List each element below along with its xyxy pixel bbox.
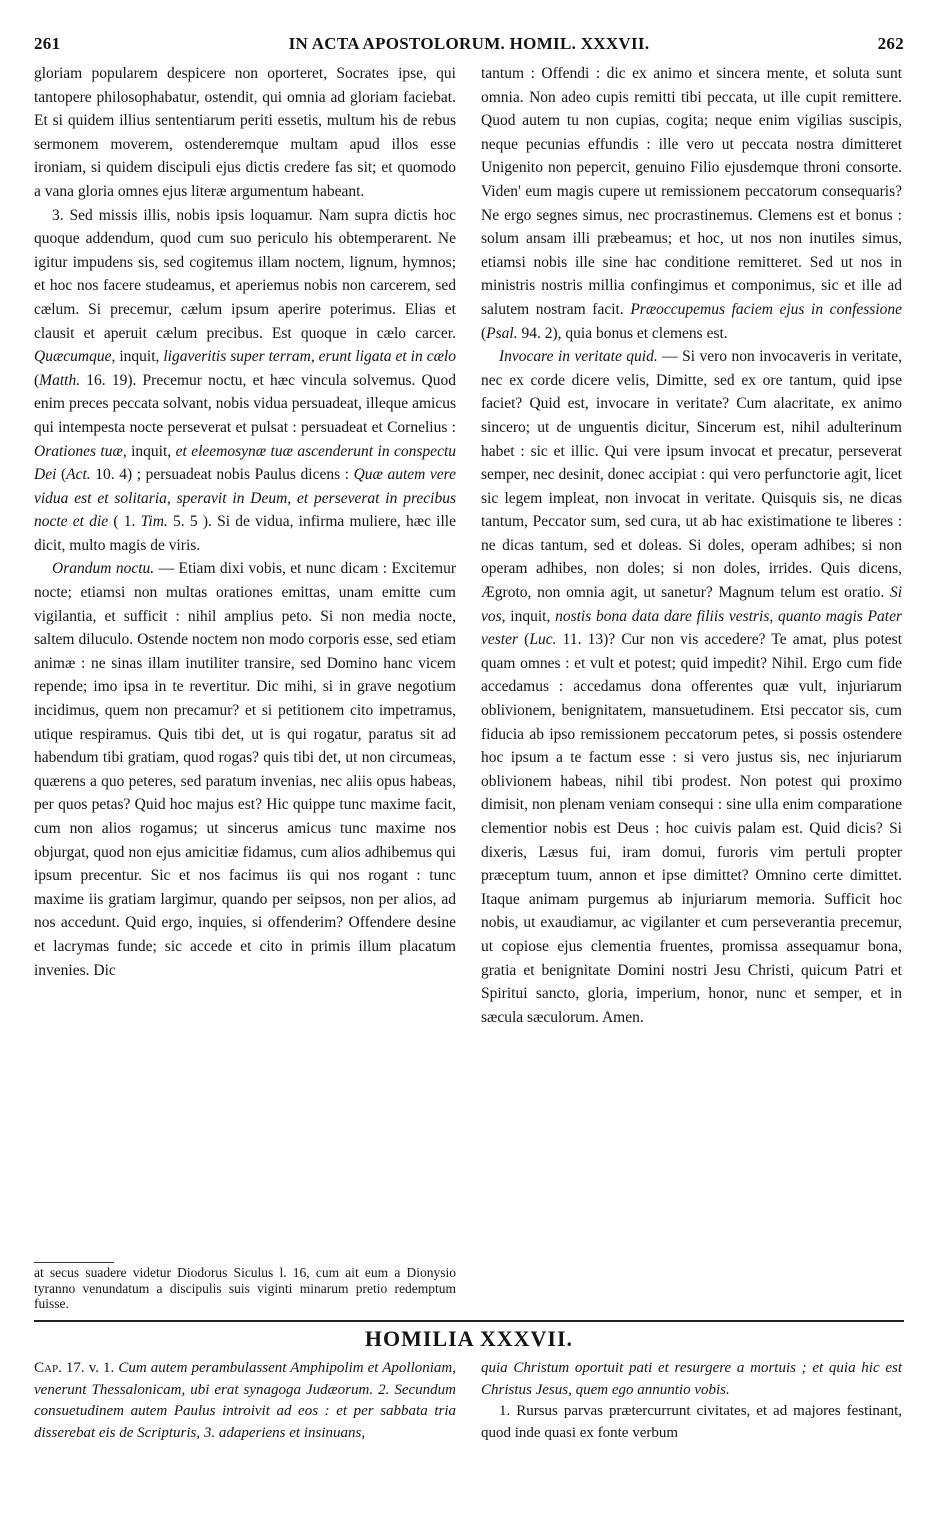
running-header	[34, 34, 904, 60]
right-paragraph-1: tantum : Offendi : dic ex animo et sincera mente, et soluta sunt omnia. Non adeo cupis remitti tibi peccata, ut ille cupit remittere. Quod autem tu non cupias, cogita; neque enim vigilias suscipis, neque pecunias effundis : ille vero ut peccata nostra dimitteret Unigenito non pepercit, genuino Filio ejusdemque throni consorte. Viden' eum magis cupere ut remissionem peccatorum consequaris? Ne ergo segnes simus, nec procrastinemus. Clemens est et bonus : solum ansam illi præbeamus; et hoc, ut nos non inutiles simus, etiamsi nobis ille sine hac conditione remitteret. Sed ut nos in ministris nostris millia confingimus et componimus, sic et ille ad salutem nostram facit. Præoccupemus faciem ejus in confessione (Psal. 94. 2), quia bonus et clemens est.	[481, 65, 903, 342]
left-column	[34, 62, 456, 982]
left-paragraph-2: 3. Sed missis illis, nobis ipsis loquamur. Nam supra dictis hoc quoque addendum, quod cum suo periculo his obtemperarent. Ne igitur impudens sis, sed cogitemus illam noctem, lignum, hymnos; et hoc nos facere studeamus, et aperiemus nobis non carcerem, sed cælum. Si precemur, cælum ipsum aperire poterimus. Elias et clausit et aperuit cælum precibus. Est quoque in cælo carcer. Quæcumque, inquit, ligaveritis super terram, erunt ligata et in cælo (Matth. 16. 19). Precemur noctu, et hæc vincula solvemus. Quod enim preces peccata solvant, nobis vidua persuadeat, illeque amicus qui intempesta nocte perseverat et pulsat : persuadeat et Cornelius : Orationes tuæ, inquit, et eleemosynæ tuæ ascenderunt in conspectu Dei (Act. 10. 4) ; persuadeat nobis Paulus dicens : Quæ autem vere vidua est et solitaria, speravit in Deum, et perseverat in precibus nocte et die ( 1. Tim. 5. 5 ). Si de vidua, infirma muliere, hæc ille dicit, multo magis de viris.	[34, 206, 457, 554]
left-paragraph-3: Orandum noctu. — Etiam dixi vobis, et nunc dicam : Excitemur nocte; etiamsi non multas orationes emittas, unam emitte cum vigilantia, et sufficit : nihil amplius peto. Si non media nocte, saltem diluculo. Ostende noctem non modo corporis esse, sed etiam animæ : ne sinas illam inutiliter transire, sed Domino hanc vicem repende; imo ipsa in te revertitur. Dic mihi, si in grave negotium incidimus, quem non precamur? et si petitionem cito impetramus, utique respiramus. Quis tibi det, ut is qui rogatur, paratus sit ad habendum tibi gratiam, quod rogas? quis tibi det, ut non circumeas, quærens a quo peteres, sed paratum invenias, nec aliis opus habeas, per quos petas? Quid hoc majus est? Hic quippe tunc maxime facit, cum non alios rogamus; ut sincerus amicus tunc maxime nos objurgat, quod non ejus amicitiæ fidamus, cum alios adhibemus qui ipsum precentur. Sic et nos facimus iis qui nos rogant : tunc maxime iis gratiam largimur, quando per seipsos, non per alios, ad nos accedunt. Quid ergo, inquies, si offenderim? Offendere desine et lacrymas funde; sic accede et cito in primis illum placatum invenies. Dic	[34, 560, 456, 979]
running-head-title: IN ACTA APOSTOLORUM. HOMIL. XXXVII.	[288, 34, 650, 53]
chapter-verse-continuation: quia Christum oportuit pati et resurgere a mortuis ; et quia hic est Christus Jesus, quem ego annuntio vobis.	[481, 1360, 902, 1398]
homily-opening-paragraph: 1. Rursus parvas prætercurrunt civitates, et ad majores festinant, quod inde quasi ex fonte verbum	[481, 1403, 902, 1441]
footnote: at secus suadere videtur Diodorus Siculus l. 16, cum ait eum a Dionysio tyranno venundatum a discipulis suis viginti minarum pretio redemptum fuisse.	[34, 1265, 456, 1311]
section-heading-invocare: Invocare in veritate quid.	[499, 348, 658, 366]
left-paragraph-1: gloriam popularem despicere non oporteret, Socrates ipse, qui tantopere philosophabatur, ostendit, qui omnia ad gloriam faciebat. Et si quidem illius sententiarum periti essetis, multum his de rebus sermonem moverem, ostenderemque multam apud illos esse ironiam, si quidem discipuli ejus dictis credere fas sit; et quomodo a vana gloria omnes ejus literæ argumentum habeant.	[34, 65, 456, 200]
right-paragraph-2: Invocare in veritate quid. — Si vero non invocaveris in veritate, nec ex corde dicere velis, Dimitte, sed ex ore tantum, quid ipse faciet? Quid est, invocare in veritate? Cum alacritate, ex animo sincero; ut de unguentis dicitur, Sincerum est, nihil adulterinum habet : sic et illic. Qui vere ipsum invocat et precatur, perseverat semper, nec desinit, donec accipiat : qui vero perfunctorie agit, licet sic legem impleat, non invocat in veritate. Quisquis sis, ne dicas tantum, Peccator sum, sed cura, ut ab hac existimatione te liberes : ne dicas tantum, sed et doleas. Si doles, operam adhibes; si non operam adhibes, non doles; si non doles, irrides. Quis dicens, Ægroto, non omnia agit, ut sanetur? Magnum telum est oratio. Si vos, inquit, nostis bona data dare filiis vestris, quanto magis Pater vester (Luc. 11. 13)? Cur non vis accedere? Te amat, plus potest quam omnes : et vult et potest; quid impedit? Nihil. Ergo cum fide accedamus : accedamus dona offerentes quæ vult, injuriarum oblivionem, benignitatem, mansuetudinem. Etsi peccator sis, cum fiducia ab ipso remissionem peccatorum petes, si possis ostendere hoc ipsum a te factum esse : si vero justus sis, nec injuriarum oblivionem habeas, nihil tibi prodest. Non potest qui proximo dimisit, non plenam veniam consequi : sine ulla enim comparatione clementior nobis est Deus : hoc cuivis palam est. Quid dicis? Si dixeris, Læsus fui, iram domui, furoris vim pertuli propter præceptum tuum, annon et ipse dimittet? Omnino certe dimittet. Itaque animam purgemus ab injuriarum memoria. Sufficit hoc nobis, ut exaudiamur, ac vigilanter et cum perseverantia precemur, ut copiose ejus clementia fruentes, promissa assequamur bona, gratia et benignitate Domini nostri Jesu Christi, quicum Patri et Spiritui sancto, gloria, imperium, honor, nunc et semper, et in sæcula sæculorum. Amen.	[481, 348, 903, 1026]
chapter-text-left: Cap. 17. v. 1. Cum autem perambulassent Amphipolim et Apolloniam, venerunt Thessalonicam, ubi erat synagoga Judæorum. 2. Secundum consuetudinem autem Paulus introivit ad eos : et per sabbata tria disserebat eis de Scripturis, 3. adaperiens et insinuans,	[34, 1360, 456, 1441]
homily-divider	[34, 1320, 904, 1322]
chapter-text-right	[481, 1358, 902, 1444]
footnote-rule	[34, 1262, 114, 1263]
page-number-right: 262	[877, 34, 904, 53]
section-heading-orandum: Orandum noctu.	[52, 560, 155, 578]
chapter-label: Cap.	[34, 1360, 62, 1376]
right-column	[481, 62, 902, 1029]
page-number-left: 261	[34, 34, 61, 53]
homily-title: HOMILIA XXXVII.	[364, 1326, 574, 1351]
